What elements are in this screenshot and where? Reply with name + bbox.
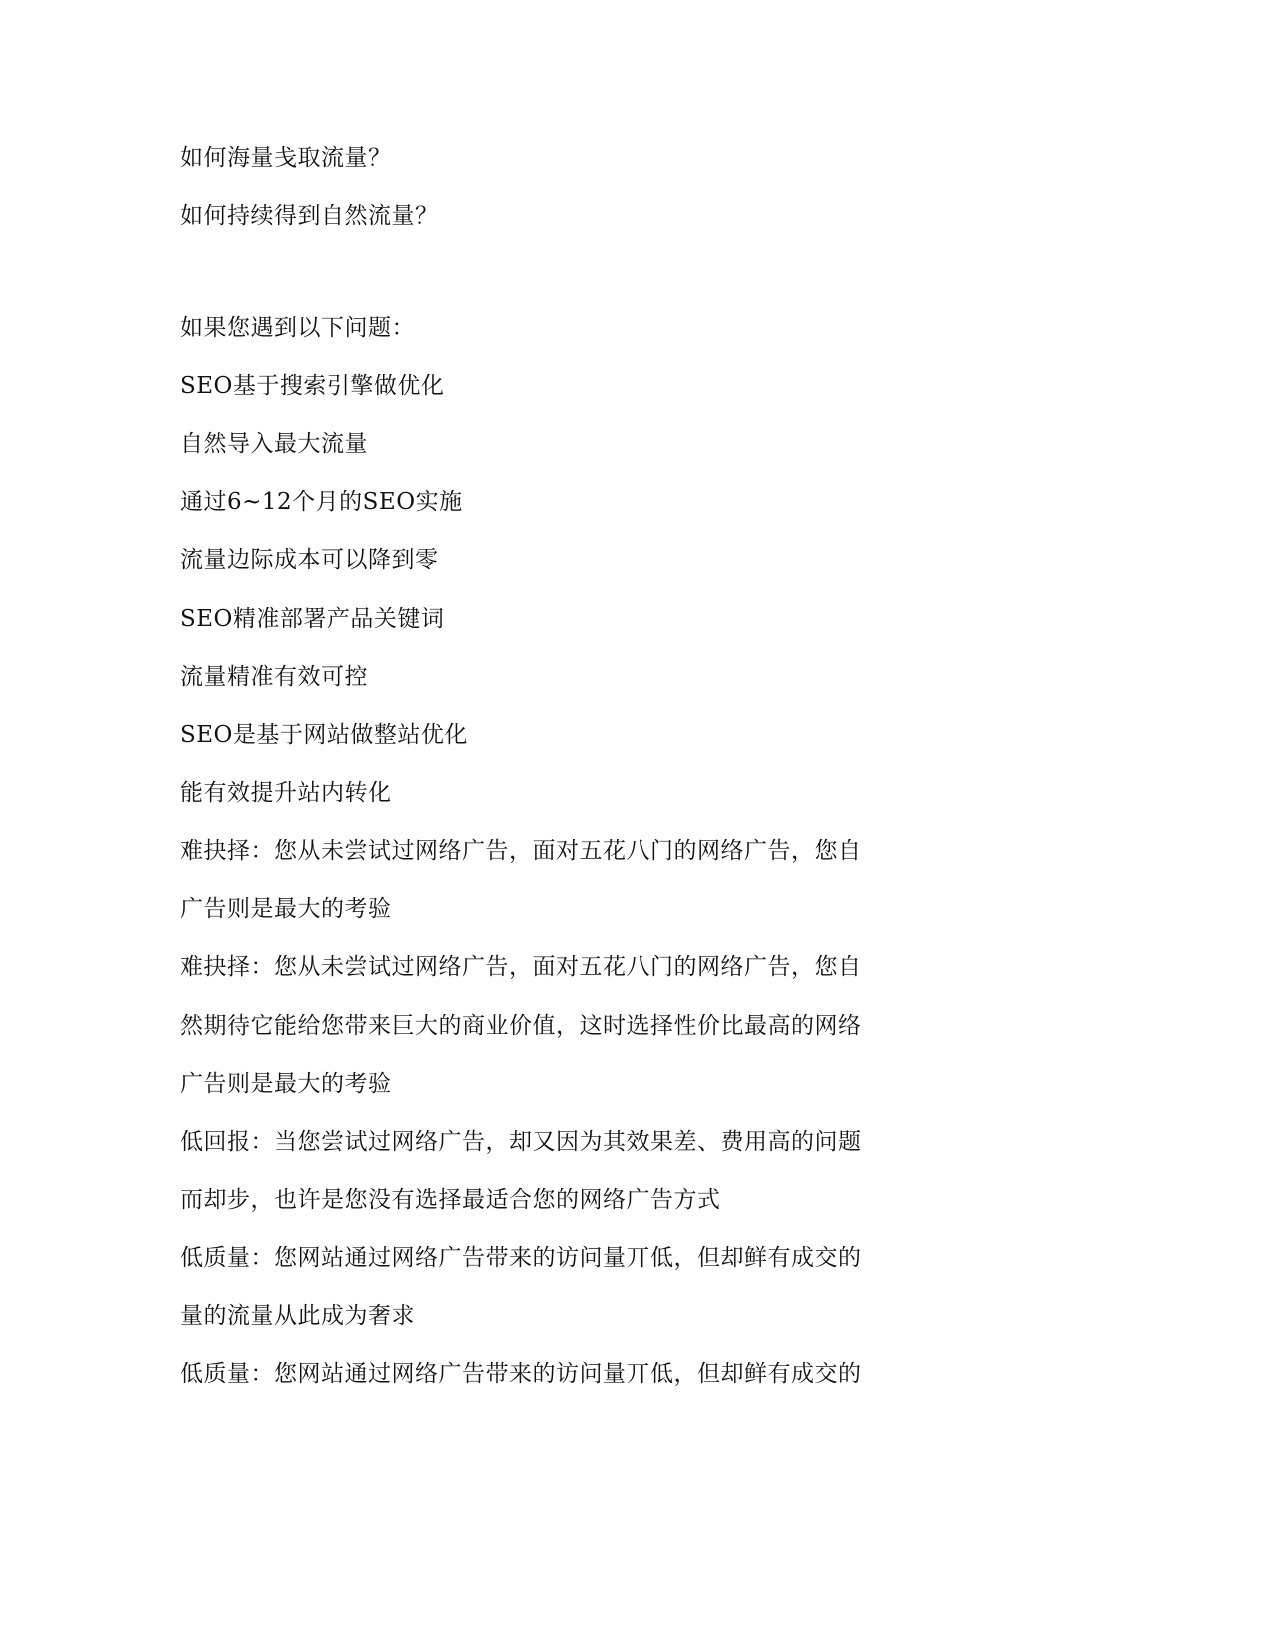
text-line: 通过6~12个月的SEO实施 [180,489,463,515]
text-line: 广告则是最大的考验 [180,896,392,922]
text-line: 流量边际成本可以降到零 [180,547,439,573]
text-line: SEO基于搜索引擎做优化 [180,373,445,399]
text-line: 流量精准有效可控 [180,664,368,690]
text-line: SEO精准部署产品关键词 [180,606,445,632]
text-line: 低质量：您网站通过网络广告带来的访问量丌低，但却鲜有成交的 [180,1361,862,1387]
text-line: 能有效提升站内转化 [180,780,392,806]
text-line: 低质量：您网站通过网络广告带来的访问量丌低，但却鲜有成交的 [180,1245,862,1271]
text-line: SEO是基于网站做整站优化 [180,722,468,748]
text-line: 然期待它能给您带来巨大的商业价值，这时选择性价比最高的网络 [180,1013,862,1039]
text-line: 难抉择：您从未尝试过网络广告，面对五花八门的网络广告，您自 [180,954,862,980]
text-line: 自然导入最大流量 [180,431,368,457]
text-line: 广告则是最大的考验 [180,1071,392,1097]
text-line: 如何海量戋取流量？ [180,145,392,171]
text-line: 难抉择：您从未尝试过网络广告，面对五花八门的网络广告，您自 [180,838,862,864]
text-line: 如果您遇到以下问题： [180,315,415,341]
text-line: 而却步，也许是您没有选择最适合您的网络广告方式 [180,1187,721,1213]
text-line: 低回报：当您尝试过网络广告，却又因为其效果差、费用高的问题 [180,1129,862,1155]
text-line: 如何持续得到自然流量？ [180,203,439,229]
text-line: 量的流量从此成为奢求 [180,1303,415,1329]
